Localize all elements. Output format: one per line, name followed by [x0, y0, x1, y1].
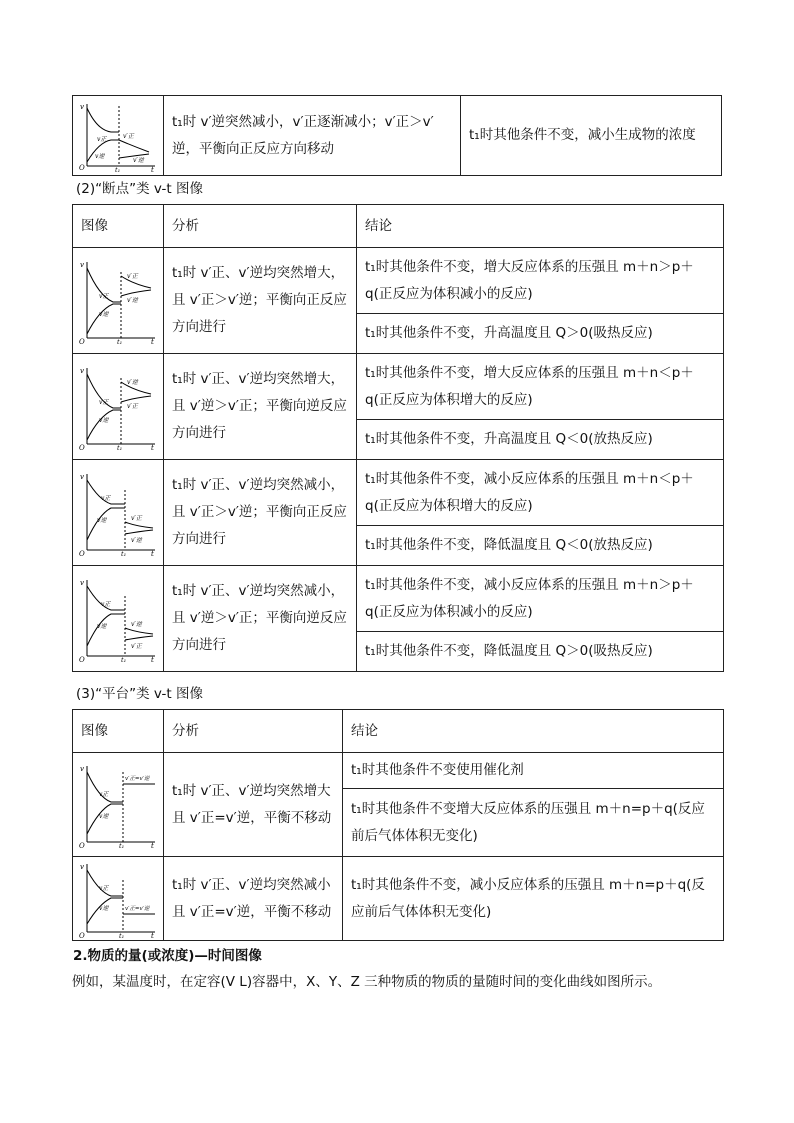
graph-cell	[73, 566, 164, 672]
axis-x-label: t	[151, 165, 154, 172]
conclusion-cell: t₁时其他条件不变使用催化剂	[343, 753, 724, 789]
curve-label: v正	[97, 135, 107, 143]
curve-label: v正	[99, 884, 109, 892]
origin-label: O	[79, 841, 85, 848]
curve-label: v′逆	[131, 536, 142, 544]
plateau-table	[72, 709, 724, 941]
axis-x-label: t	[151, 841, 154, 848]
t1-label: t₁	[119, 841, 125, 848]
curve-label: v′正	[123, 132, 134, 140]
curve-label: v正	[99, 398, 109, 406]
curve-label: v逆	[99, 416, 109, 424]
curve-label: v逆	[97, 516, 107, 524]
axis-y-label: v	[80, 260, 84, 269]
axis-y-label: v	[80, 366, 84, 375]
conclusion-cell: t₁时其他条件不变，减小反应体系的压强且 m＋n＜p＋q(正反应为体积增大的反应)	[357, 460, 724, 526]
analysis-cell: t₁时 v′正、v′逆均突然增大，且 v′逆＞v′正；平衡向逆反应方向进行	[164, 354, 357, 460]
analysis-cell: t₁时 v′正、v′逆均突然增大，且 v′正＞v′逆；平衡向正反应方向进行	[164, 248, 357, 354]
conclusion-cell: t₁时其他条件不变，减小反应体系的压强且 m＋n=p＋q(反应前后气体体积无变化)	[343, 857, 724, 941]
origin-label: O	[79, 549, 85, 556]
axis-x-label: t	[151, 655, 154, 662]
curve-label: v′正=v′逆	[125, 775, 150, 782]
header-graph: 图像	[73, 710, 164, 753]
header-conclusion: 结论	[357, 205, 724, 248]
graph-cell	[73, 354, 164, 460]
curve-label: v′正	[131, 642, 142, 650]
curve-label: v′逆	[127, 378, 138, 386]
header-analysis: 分析	[164, 205, 357, 248]
axis-y-label: v	[80, 862, 84, 871]
body-paragraph: 例如，某温度时，在定容(V L)容器中，X、Y、Z 三种物质的物质的量随时间的变化曲线如图所示。	[72, 974, 662, 990]
analysis-cell: t₁时 v′正、v′逆均突然减小，且 v′逆＞v′正；平衡向逆反应方向进行	[164, 566, 357, 672]
graph-cell	[73, 460, 164, 566]
top-table	[72, 95, 722, 176]
conclusion-cell: t₁时其他条件不变，升高温度且 Q＜0(放热反应)	[357, 420, 724, 460]
t1-label: t₁	[119, 931, 125, 938]
curve-label: v′逆	[133, 156, 144, 164]
t1-label: t₁	[121, 549, 127, 556]
curve-label: v正	[101, 600, 111, 608]
axis-x-label: t	[151, 443, 154, 450]
graph-cell	[73, 248, 164, 354]
curve-label: v′正	[127, 402, 138, 410]
curve-label: v逆	[95, 152, 105, 160]
section-caption: (3)“平台”类 v-t 图像	[76, 686, 203, 702]
curve-label: v逆	[99, 904, 109, 912]
analysis-cell: t₁时 v′正、v′逆均突然减小，且 v′正＞v′逆；平衡向正反应方向进行	[164, 460, 357, 566]
t1-label: t₁	[115, 165, 121, 172]
conclusion-cell: t₁时其他条件不变，升高温度且 Q＞0(吸热反应)	[357, 314, 724, 354]
vt-graph	[77, 364, 159, 450]
curve-label: v逆	[99, 812, 109, 820]
origin-label: O	[79, 931, 85, 938]
analysis-cell: t₁时 v′正、v′逆均突然减小且 v′正=v′逆，平衡不移动	[164, 857, 343, 941]
graph-cell	[73, 857, 164, 941]
conclusion-cell: t₁时其他条件不变，降低温度且 Q＞0(吸热反应)	[357, 632, 724, 672]
analysis-cell: t₁时 v′逆突然减小，v′正逐渐减小；v′正＞v′逆，平衡向正反应方向移动	[164, 96, 461, 176]
curve-label: v正	[99, 790, 109, 798]
vt-graph	[77, 576, 159, 662]
axis-x-label: t	[151, 549, 154, 556]
curve-label: v正	[101, 494, 111, 502]
vt-graph	[77, 470, 159, 556]
vt-graph	[77, 860, 159, 938]
curve-label: v′逆	[131, 620, 142, 628]
graph-cell	[73, 96, 164, 176]
origin-label: O	[79, 655, 85, 662]
curve-label: v逆	[97, 622, 107, 630]
axis-x-label: t	[151, 931, 154, 938]
curve-label: v逆	[99, 310, 109, 318]
axis-y-label: v	[80, 472, 84, 481]
t1-label: t₁	[117, 337, 123, 344]
conclusion-cell: t₁时其他条件不变，减小反应体系的压强且 m＋n＞p＋q(正反应为体积减小的反应)	[357, 566, 724, 632]
section-caption: (2)“断点”类 v-t 图像	[76, 181, 203, 197]
curve-label: v′逆	[127, 296, 138, 304]
curve-label: v正	[99, 292, 109, 300]
conclusion-cell: t₁时其他条件不变增大反应体系的压强且 m＋n=p＋q(反应前后气体体积无变化)	[343, 789, 724, 857]
conclusion-cell: t₁时其他条件不变，增大反应体系的压强且 m＋n＜p＋q(正反应为体积增大的反应)	[357, 354, 724, 420]
graph-cell	[73, 753, 164, 857]
axis-y-label: v	[80, 102, 84, 111]
analysis-cell: t₁时 v′正、v′逆均突然增大且 v′正=v′逆，平衡不移动	[164, 753, 343, 857]
conclusion-cell: t₁时其他条件不变，减小生成物的浓度	[461, 96, 722, 176]
origin-label: O	[79, 337, 85, 344]
curve-label: v′正	[127, 272, 138, 280]
vt-graph	[77, 762, 159, 848]
vt-graph	[77, 100, 159, 172]
t1-label: t₁	[121, 655, 127, 662]
conclusion-cell: t₁时其他条件不变，增大反应体系的压强且 m＋n＞p＋q(正反应为体积减小的反应)	[357, 248, 724, 314]
t1-label: t₁	[117, 443, 123, 450]
header-analysis: 分析	[164, 710, 343, 753]
breakpoint-table	[72, 204, 724, 672]
axis-y-label: v	[80, 578, 84, 587]
axis-x-label: t	[151, 337, 154, 344]
conclusion-cell: t₁时其他条件不变，降低温度且 Q＜0(放热反应)	[357, 526, 724, 566]
curve-label: v′正	[131, 514, 142, 522]
curve-label: v′正=v′逆	[125, 905, 150, 912]
origin-label: O	[79, 443, 85, 450]
header-graph: 图像	[73, 205, 164, 248]
origin-label: O	[79, 163, 85, 172]
axis-y-label: v	[80, 764, 84, 773]
vt-graph	[77, 258, 159, 344]
header-conclusion: 结论	[343, 710, 724, 753]
section-heading: 2.物质的量(或浓度)—时间图像	[73, 948, 262, 964]
